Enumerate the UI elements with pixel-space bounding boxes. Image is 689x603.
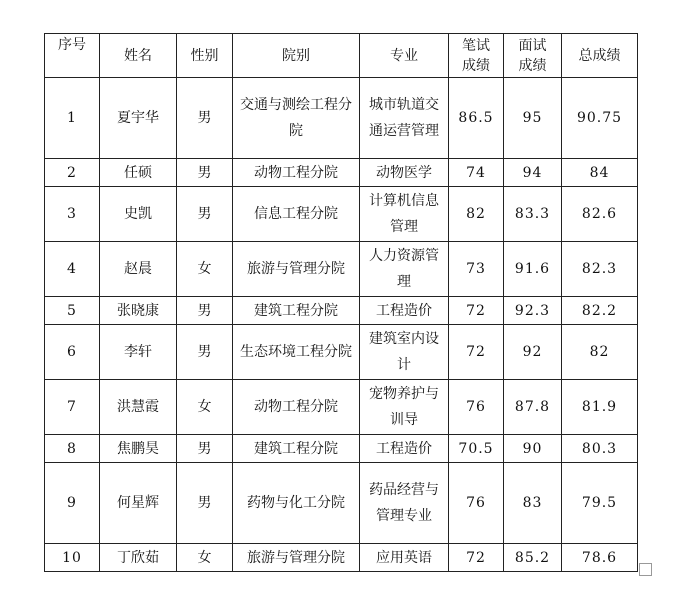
- cell-name: 焦鹏昊: [100, 435, 177, 463]
- cell-total-score: 80.3: [562, 435, 638, 463]
- header-row: [45, 34, 638, 78]
- cell-interview-score: 83.3: [504, 187, 562, 242]
- cell-name: 洪慧霞: [100, 380, 177, 435]
- cell-gender: 女: [177, 242, 233, 297]
- cell-total-score: 82.2: [562, 297, 638, 325]
- cell-written-score: 86.5: [449, 78, 504, 159]
- table-row: [45, 435, 638, 463]
- cell-major: 城市轨道交通运营管理: [360, 78, 449, 159]
- header-written-score: [449, 34, 504, 78]
- cell-name: 任硕: [100, 159, 177, 187]
- cell-gender: 男: [177, 435, 233, 463]
- header-total-score: 总成绩: [562, 34, 638, 78]
- cell-index: 4: [45, 242, 100, 297]
- header-index: 序号: [45, 34, 100, 78]
- table-row: [45, 463, 638, 544]
- cell-interview-score: 95: [504, 78, 562, 159]
- cell-school: 动物工程分院: [233, 380, 360, 435]
- cell-gender: 男: [177, 187, 233, 242]
- cell-gender: 男: [177, 297, 233, 325]
- cell-name: 李轩: [100, 325, 177, 380]
- table-row: [45, 78, 638, 159]
- score-table: [44, 33, 638, 572]
- cell-written-score: 70.5: [449, 435, 504, 463]
- cell-index: 5: [45, 297, 100, 325]
- cell-name: 夏宇华: [100, 78, 177, 159]
- table-row: [45, 242, 638, 297]
- cell-written-score: 76: [449, 463, 504, 544]
- cell-interview-score: 85.2: [504, 544, 562, 572]
- cell-school: 动物工程分院: [233, 159, 360, 187]
- cell-school: 信息工程分院: [233, 187, 360, 242]
- cell-school: 建筑工程分院: [233, 435, 360, 463]
- cell-name: 丁欣茹: [100, 544, 177, 572]
- cell-index: 7: [45, 380, 100, 435]
- cell-gender: 女: [177, 380, 233, 435]
- cell-school: 旅游与管理分院: [233, 544, 360, 572]
- header-interview-score: [504, 34, 562, 78]
- cell-school: 生态环境工程分院: [233, 325, 360, 380]
- cell-index: 1: [45, 78, 100, 159]
- cell-total-score: 82.6: [562, 187, 638, 242]
- cell-major: 应用英语: [360, 544, 449, 572]
- cell-written-score: 72: [449, 325, 504, 380]
- cell-written-score: 72: [449, 544, 504, 572]
- cell-school: 建筑工程分院: [233, 297, 360, 325]
- cell-total-score: 78.6: [562, 544, 638, 572]
- cell-school: 药物与化工分院: [233, 463, 360, 544]
- cell-name: 赵晨: [100, 242, 177, 297]
- cell-index: 8: [45, 435, 100, 463]
- table-row: [45, 297, 638, 325]
- cell-written-score: 72: [449, 297, 504, 325]
- cell-gender: 女: [177, 544, 233, 572]
- cell-name: 史凯: [100, 187, 177, 242]
- header-interview-line1: 面试: [518, 37, 547, 54]
- cell-interview-score: 87.8: [504, 380, 562, 435]
- cell-total-score: 81.9: [562, 380, 638, 435]
- cell-gender: 男: [177, 159, 233, 187]
- cell-gender: 男: [177, 463, 233, 544]
- cell-major: 计算机信息管理: [360, 187, 449, 242]
- cell-interview-score: 90: [504, 435, 562, 463]
- cell-written-score: 82: [449, 187, 504, 242]
- cell-index: 2: [45, 159, 100, 187]
- cell-interview-score: 83: [504, 463, 562, 544]
- cell-major: 宠物养护与训导: [360, 380, 449, 435]
- cell-interview-score: 91.6: [504, 242, 562, 297]
- header-major: 专业: [360, 34, 449, 78]
- cell-major: 工程造价: [360, 297, 449, 325]
- cell-interview-score: 94: [504, 159, 562, 187]
- cell-major: 建筑室内设计: [360, 325, 449, 380]
- cell-major: 人力资源管理: [360, 242, 449, 297]
- cell-index: 9: [45, 463, 100, 544]
- cell-written-score: 74: [449, 159, 504, 187]
- header-written-line2: 成绩: [462, 57, 490, 74]
- cell-school: 交通与测绘工程分院: [233, 78, 360, 159]
- table-row: [45, 380, 638, 435]
- header-school: 院别: [233, 34, 360, 78]
- cell-gender: 男: [177, 325, 233, 380]
- table-row: [45, 159, 638, 187]
- cell-major: 工程造价: [360, 435, 449, 463]
- header-name: 姓名: [100, 34, 177, 78]
- table-row: [45, 544, 638, 572]
- table-row: [45, 187, 638, 242]
- table-row: [45, 325, 638, 380]
- header-gender: 性别: [177, 34, 233, 78]
- cell-written-score: 76: [449, 380, 504, 435]
- cell-written-score: 73: [449, 242, 504, 297]
- cell-school: 旅游与管理分院: [233, 242, 360, 297]
- cell-total-score: 90.75: [562, 78, 638, 159]
- cell-gender: 男: [177, 78, 233, 159]
- paragraph-end-marker: [639, 563, 652, 576]
- cell-interview-score: 92.3: [504, 297, 562, 325]
- cell-name: 张晓康: [100, 297, 177, 325]
- cell-total-score: 79.5: [562, 463, 638, 544]
- cell-interview-score: 92: [504, 325, 562, 380]
- cell-major: 药品经营与管理专业: [360, 463, 449, 544]
- cell-total-score: 82.3: [562, 242, 638, 297]
- cell-index: 6: [45, 325, 100, 380]
- header-interview-line2: 成绩: [518, 57, 547, 74]
- header-written-line1: 笔试: [462, 37, 490, 54]
- cell-total-score: 82: [562, 325, 638, 380]
- cell-major: 动物医学: [360, 159, 449, 187]
- cell-index: 3: [45, 187, 100, 242]
- cell-index: 10: [45, 544, 100, 572]
- cell-total-score: 84: [562, 159, 638, 187]
- cell-name: 何星辉: [100, 463, 177, 544]
